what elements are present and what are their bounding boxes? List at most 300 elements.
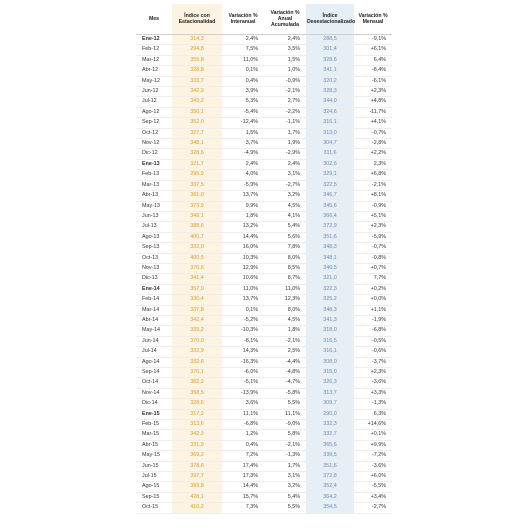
seasonal-index-cell: 339,2 — [172, 326, 222, 336]
monthly-change-cell: -5,9% — [354, 232, 392, 242]
monthly-change-cell: -0,7% — [354, 128, 392, 138]
ytd-change-cell: 12,3% — [264, 295, 306, 305]
table-row — [136, 336, 392, 346]
deseasonalized-index-cell: 315,0 — [306, 368, 354, 378]
table-row — [136, 243, 392, 253]
seasonal-index-cell: 314,3 — [172, 35, 222, 45]
table-row — [136, 503, 392, 513]
deseasonalized-index-cell: 352,4 — [306, 482, 354, 492]
ytd-change-cell: 11,1% — [264, 409, 306, 419]
yoy-change-cell: 5,3% — [222, 97, 264, 107]
table-row — [136, 482, 392, 492]
seasonal-index-cell: 295,9 — [172, 170, 222, 180]
seasonal-index-cell: 382,2 — [172, 378, 222, 388]
yoy-change-cell: 2,4% — [222, 35, 264, 45]
yoy-change-cell: -4,9% — [222, 149, 264, 159]
month-cell: Ago-12 — [136, 107, 172, 117]
ytd-change-cell: 2,7% — [264, 97, 306, 107]
seasonal-index-cell: 294,8 — [172, 45, 222, 55]
month-cell: Jul-15 — [136, 472, 172, 482]
ytd-change-cell: 8,5% — [264, 263, 306, 273]
seasonal-index-cell: 397,7 — [172, 472, 222, 482]
table-row — [136, 399, 392, 409]
ytd-change-cell: 2,5% — [264, 347, 306, 357]
yoy-change-cell: 14,4% — [222, 232, 264, 242]
month-cell: Oct-14 — [136, 378, 172, 388]
header-month: Mes — [136, 4, 172, 35]
table-row — [136, 368, 392, 378]
ytd-change-cell: -9,0% — [264, 420, 306, 430]
monthly-change-cell: -7,2% — [354, 451, 392, 461]
table-row — [136, 35, 392, 45]
ytd-change-cell: 11,0% — [264, 284, 306, 294]
ytd-change-cell: -1,3% — [264, 451, 306, 461]
data-table — [136, 4, 392, 514]
yoy-change-cell: 7,3% — [222, 503, 264, 513]
monthly-change-cell: +3,4% — [354, 492, 392, 502]
deseasonalized-index-cell: 372,9 — [306, 222, 354, 232]
table-row — [136, 274, 392, 284]
seasonal-index-cell: 332,6 — [172, 357, 222, 367]
month-cell: Feb-13 — [136, 170, 172, 180]
yoy-change-cell: 0,4% — [222, 76, 264, 86]
monthly-change-cell: -1,3% — [354, 399, 392, 409]
table-row — [136, 76, 392, 86]
yoy-change-cell: 1,2% — [222, 430, 264, 440]
ytd-change-cell: -2,1% — [264, 440, 306, 450]
table-row — [136, 253, 392, 263]
seasonal-index-cell: 333,7 — [172, 76, 222, 86]
header-deseasonalized-index: Índice Desestacionalizado — [306, 4, 354, 35]
monthly-change-cell: 6,3% — [354, 409, 392, 419]
header-ytd-change: Variación % Anual Acumulada — [264, 4, 306, 35]
monthly-change-cell: -0,6% — [354, 347, 392, 357]
deseasonalized-index-cell: 304,7 — [306, 139, 354, 149]
seasonal-index-cell: 328,8 — [172, 66, 222, 76]
monthly-change-cell: +2,3% — [354, 87, 392, 97]
monthly-change-cell: -0,7% — [354, 243, 392, 253]
ytd-change-cell: 4,1% — [264, 211, 306, 221]
table-row — [136, 170, 392, 180]
monthly-change-cell: -0,5% — [354, 336, 392, 346]
yoy-change-cell: 15,7% — [222, 492, 264, 502]
monthly-change-cell: +14,6% — [354, 420, 392, 430]
deseasonalized-index-cell: 346,5 — [306, 263, 354, 273]
month-cell: Jun-14 — [136, 336, 172, 346]
table-row — [136, 66, 392, 76]
yoy-change-cell: -5,9% — [222, 180, 264, 190]
month-cell: Feb-15 — [136, 420, 172, 430]
table-row — [136, 378, 392, 388]
table-row — [136, 451, 392, 461]
monthly-change-cell: -2,8% — [354, 139, 392, 149]
month-cell: Jul-14 — [136, 347, 172, 357]
table-row — [136, 357, 392, 367]
deseasonalized-index-cell: 366,4 — [306, 211, 354, 221]
table-row — [136, 326, 392, 336]
seasonal-index-cell: 332,9 — [172, 347, 222, 357]
seasonal-index-cell: 337,8 — [172, 305, 222, 315]
table-row — [136, 45, 392, 55]
yoy-change-cell: -5,2% — [222, 315, 264, 325]
ytd-change-cell: 4,5% — [264, 315, 306, 325]
deseasonalized-index-cell: 309,7 — [306, 399, 354, 409]
table-row — [136, 492, 392, 502]
deseasonalized-index-cell: 372,8 — [306, 472, 354, 482]
yoy-change-cell: 0,1% — [222, 66, 264, 76]
month-cell: May-15 — [136, 451, 172, 461]
yoy-change-cell: -8,1% — [222, 336, 264, 346]
seasonal-index-cell: 400,5 — [172, 253, 222, 263]
seasonal-index-cell: 342,3 — [172, 430, 222, 440]
seasonal-index-cell: 341,4 — [172, 274, 222, 284]
yoy-change-cell: 11,1% — [222, 409, 264, 419]
month-cell: Ago-14 — [136, 357, 172, 367]
yoy-change-cell: 9,9% — [222, 201, 264, 211]
yoy-change-cell: -5,4% — [222, 107, 264, 117]
seasonal-index-cell: 378,6 — [172, 461, 222, 471]
monthly-change-cell: +3,3% — [354, 388, 392, 398]
yoy-change-cell: 4,0% — [222, 170, 264, 180]
table-row — [136, 191, 392, 201]
deseasonalized-index-cell: 346,7 — [306, 191, 354, 201]
deseasonalized-index-cell: 313,7 — [306, 388, 354, 398]
ytd-change-cell: -2,1% — [264, 336, 306, 346]
yoy-change-cell: 14,4% — [222, 482, 264, 492]
ytd-change-cell: 8,0% — [264, 253, 306, 263]
ytd-change-cell: -1,1% — [264, 118, 306, 128]
ytd-change-cell: -2,7% — [264, 180, 306, 190]
yoy-change-cell: -12,4% — [222, 118, 264, 128]
deseasonalized-index-cell: 288,5 — [306, 35, 354, 45]
ytd-change-cell: -5,8% — [264, 388, 306, 398]
month-cell: Ago-15 — [136, 482, 172, 492]
monthly-change-cell: +0,7% — [354, 263, 392, 273]
deseasonalized-index-cell: 316,1 — [306, 347, 354, 357]
month-cell: Mar-12 — [136, 55, 172, 65]
ytd-change-cell: 1,8% — [264, 326, 306, 336]
yoy-change-cell: 2,4% — [222, 159, 264, 169]
table-body — [136, 35, 392, 514]
ytd-change-cell: 3,2% — [264, 191, 306, 201]
month-cell: Ene-14 — [136, 284, 172, 294]
month-cell: Mar-15 — [136, 430, 172, 440]
yoy-change-cell: 7,5% — [222, 45, 264, 55]
month-cell: Dic-13 — [136, 274, 172, 284]
month-cell: Ene-15 — [136, 409, 172, 419]
deseasonalized-index-cell: 364,2 — [306, 492, 354, 502]
deseasonalized-index-cell: 325,2 — [306, 295, 354, 305]
table-row — [136, 222, 392, 232]
deseasonalized-index-cell: 301,4 — [306, 45, 354, 55]
monthly-change-cell: +6,8% — [354, 170, 392, 180]
monthly-change-cell: +4,1% — [354, 118, 392, 128]
seasonal-index-cell: 348,1 — [172, 139, 222, 149]
deseasonalized-index-cell: 321,0 — [306, 274, 354, 284]
yoy-change-cell: 13,2% — [222, 222, 264, 232]
ytd-change-cell: -4,4% — [264, 357, 306, 367]
month-cell: Jun-12 — [136, 87, 172, 97]
ytd-change-cell: 5,5% — [264, 399, 306, 409]
monthly-change-cell: -9,1% — [354, 35, 392, 45]
yoy-change-cell: 11,0% — [222, 55, 264, 65]
month-cell: Mar-14 — [136, 305, 172, 315]
month-cell: Jul-12 — [136, 97, 172, 107]
month-cell: Sep-12 — [136, 118, 172, 128]
deseasonalized-index-cell: 313,0 — [306, 128, 354, 138]
yoy-change-cell: 1,8% — [222, 211, 264, 221]
month-cell: Ago-13 — [136, 232, 172, 242]
seasonal-index-cell: 355,8 — [172, 55, 222, 65]
seasonal-index-cell: 357,0 — [172, 284, 222, 294]
deseasonalized-index-cell: 341,1 — [306, 66, 354, 76]
seasonal-index-cell: 428,1 — [172, 492, 222, 502]
ytd-change-cell: -4,8% — [264, 368, 306, 378]
monthly-change-cell: -6,1% — [354, 76, 392, 86]
ytd-change-cell: 8,7% — [264, 274, 306, 284]
seasonal-index-cell: 321,7 — [172, 159, 222, 169]
seasonal-index-cell: 337,5 — [172, 180, 222, 190]
month-cell: Oct-12 — [136, 128, 172, 138]
deseasonalized-index-cell: 328,3 — [306, 87, 354, 97]
yoy-change-cell: 14,3% — [222, 347, 264, 357]
deseasonalized-index-cell: 351,6 — [306, 461, 354, 471]
deseasonalized-index-cell: 354,5 — [306, 503, 354, 513]
ytd-change-cell: 3,2% — [264, 482, 306, 492]
deseasonalized-index-cell: 344,0 — [306, 97, 354, 107]
deseasonalized-index-cell: 348,3 — [306, 305, 354, 315]
table-row — [136, 211, 392, 221]
monthly-change-cell: -3,6% — [354, 378, 392, 388]
table-row — [136, 87, 392, 97]
monthly-change-cell: +9,9% — [354, 440, 392, 450]
ytd-change-cell: 3,1% — [264, 472, 306, 482]
monthly-change-cell: +2,3% — [354, 222, 392, 232]
table-row — [136, 295, 392, 305]
deseasonalized-index-cell: 318,0 — [306, 326, 354, 336]
monthly-change-cell: +6,0% — [354, 472, 392, 482]
deseasonalized-index-cell: 311,6 — [306, 149, 354, 159]
monthly-change-cell: -2,1% — [354, 180, 392, 190]
monthly-change-cell: -8,4% — [354, 66, 392, 76]
month-cell: Sep-14 — [136, 368, 172, 378]
monthly-change-cell: -3,7% — [354, 357, 392, 367]
ytd-change-cell: -2,9% — [264, 149, 306, 159]
yoy-change-cell: 17,3% — [222, 472, 264, 482]
monthly-change-cell: +0,1% — [354, 430, 392, 440]
seasonal-index-cell: 400,7 — [172, 232, 222, 242]
ytd-change-cell: -0,9% — [264, 76, 306, 86]
monthly-change-cell: -2,7% — [354, 503, 392, 513]
seasonal-index-cell: 317,2 — [172, 409, 222, 419]
month-cell: Abr-14 — [136, 315, 172, 325]
ytd-change-cell: 1,0% — [264, 66, 306, 76]
monthly-change-cell: +2,3% — [354, 368, 392, 378]
seasonal-index-cell: 328,6 — [172, 149, 222, 159]
month-cell: May-14 — [136, 326, 172, 336]
month-cell: Ene-13 — [136, 159, 172, 169]
month-cell: Dic-14 — [136, 399, 172, 409]
table-row — [136, 139, 392, 149]
deseasonalized-index-cell: 339,5 — [306, 451, 354, 461]
month-cell: Abr-12 — [136, 66, 172, 76]
yoy-change-cell: 0,4% — [222, 440, 264, 450]
ytd-change-cell: 1,5% — [264, 55, 306, 65]
table-row — [136, 263, 392, 273]
month-cell: Sep-15 — [136, 492, 172, 502]
ytd-change-cell: 1,7% — [264, 461, 306, 471]
month-cell: Jun-15 — [136, 461, 172, 471]
seasonal-index-cell: 331,9 — [172, 440, 222, 450]
month-cell: Nov-13 — [136, 263, 172, 273]
month-cell: Feb-12 — [136, 45, 172, 55]
deseasonalized-index-cell: 345,6 — [306, 201, 354, 211]
yoy-change-cell: 11,0% — [222, 284, 264, 294]
header-seasonal-index: Índice con Estacionalidad — [172, 4, 222, 35]
table-row — [136, 430, 392, 440]
ytd-change-cell: 1,9% — [264, 139, 306, 149]
monthly-change-cell: -0,9% — [354, 201, 392, 211]
seasonal-index-cell: 370,1 — [172, 368, 222, 378]
month-cell: Jun-13 — [136, 211, 172, 221]
ytd-change-cell: 5,4% — [264, 222, 306, 232]
ytd-change-cell: 8,0% — [264, 305, 306, 315]
ytd-change-cell: -2,2% — [264, 107, 306, 117]
month-cell: Oct-15 — [136, 503, 172, 513]
monthly-change-cell: -0,8% — [354, 253, 392, 263]
seasonal-index-cell: 352,0 — [172, 118, 222, 128]
monthly-change-cell: -1,9% — [354, 315, 392, 325]
yoy-change-cell: 13,7% — [222, 191, 264, 201]
deseasonalized-index-cell: 322,5 — [306, 180, 354, 190]
table-row — [136, 232, 392, 242]
seasonal-index-cell: 361,0 — [172, 191, 222, 201]
yoy-change-cell: -6,8% — [222, 420, 264, 430]
deseasonalized-index-cell: 308,0 — [306, 357, 354, 367]
deseasonalized-index-cell: 316,1 — [306, 118, 354, 128]
month-cell: Ene-12 — [136, 35, 172, 45]
table-row — [136, 461, 392, 471]
yoy-change-cell: 3,7% — [222, 139, 264, 149]
yoy-change-cell: -16,3% — [222, 357, 264, 367]
table-row — [136, 440, 392, 450]
table-row — [136, 180, 392, 190]
monthly-change-cell: +8,1% — [354, 191, 392, 201]
seasonal-index-cell: 369,2 — [172, 451, 222, 461]
monthly-change-cell: -5,5% — [354, 482, 392, 492]
yoy-change-cell: 12,9% — [222, 263, 264, 273]
yoy-change-cell: 1,5% — [222, 128, 264, 138]
table-row — [136, 409, 392, 419]
yoy-change-cell: -10,3% — [222, 326, 264, 336]
deseasonalized-index-cell: 302,6 — [306, 159, 354, 169]
seasonal-index-cell: 349,1 — [172, 211, 222, 221]
yoy-change-cell: -6,0% — [222, 368, 264, 378]
seasonal-index-cell: 370,6 — [172, 263, 222, 273]
ytd-change-cell: 1,7% — [264, 128, 306, 138]
deseasonalized-index-cell: 290,0 — [306, 409, 354, 419]
deseasonalized-index-cell: 332,7 — [306, 430, 354, 440]
monthly-change-cell: +2,2% — [354, 149, 392, 159]
month-cell: Oct-13 — [136, 253, 172, 263]
month-cell: Nov-14 — [136, 388, 172, 398]
table-row — [136, 347, 392, 357]
ytd-change-cell: 5,5% — [264, 503, 306, 513]
ytd-change-cell: 2,4% — [264, 159, 306, 169]
deseasonalized-index-cell: 351,6 — [306, 232, 354, 242]
table-row — [136, 159, 392, 169]
seasonal-index-cell: 328,6 — [172, 399, 222, 409]
ytd-change-cell: 5,4% — [264, 492, 306, 502]
yoy-change-cell: 3,6% — [222, 399, 264, 409]
table-row — [136, 315, 392, 325]
ytd-change-cell: 5,8% — [264, 430, 306, 440]
seasonal-index-cell: 330,4 — [172, 295, 222, 305]
seasonal-index-cell: 358,5 — [172, 388, 222, 398]
seasonal-index-cell: 332,0 — [172, 243, 222, 253]
seasonal-index-cell: 342,4 — [172, 315, 222, 325]
table-row — [136, 128, 392, 138]
table-row — [136, 118, 392, 128]
month-cell: May-12 — [136, 76, 172, 86]
monthly-change-cell: +1,1% — [354, 305, 392, 315]
header-monthly-change: Variación % Mensual — [354, 4, 392, 35]
header-row — [136, 4, 392, 35]
yoy-change-cell: 10,6% — [222, 274, 264, 284]
deseasonalized-index-cell: 348,1 — [306, 253, 354, 263]
deseasonalized-index-cell: 332,3 — [306, 420, 354, 430]
monthly-change-cell: +4,8% — [354, 97, 392, 107]
monthly-change-cell: 7,7% — [354, 274, 392, 284]
monthly-change-cell: +0,0% — [354, 295, 392, 305]
deseasonalized-index-cell: 316,5 — [306, 336, 354, 346]
deseasonalized-index-cell: 320,2 — [306, 76, 354, 86]
monthly-change-cell: -6,8% — [354, 326, 392, 336]
monthly-change-cell: 2,3% — [354, 159, 392, 169]
deseasonalized-index-cell: 329,1 — [306, 170, 354, 180]
yoy-change-cell: 17,4% — [222, 461, 264, 471]
yoy-change-cell: -13,9% — [222, 388, 264, 398]
ytd-change-cell: 3,5% — [264, 45, 306, 55]
yoy-change-cell: 3,9% — [222, 87, 264, 97]
table-row — [136, 97, 392, 107]
deseasonalized-index-cell: 326,3 — [306, 378, 354, 388]
table-row — [136, 472, 392, 482]
table-row — [136, 420, 392, 430]
header-yoy-change: Variación % Interanual — [222, 4, 264, 35]
ytd-change-cell: 2,4% — [264, 35, 306, 45]
seasonal-index-cell: 327,7 — [172, 128, 222, 138]
deseasonalized-index-cell: 324,6 — [306, 107, 354, 117]
month-cell: May-13 — [136, 201, 172, 211]
deseasonalized-index-cell: 365,6 — [306, 440, 354, 450]
monthly-change-cell: -3,6% — [354, 461, 392, 471]
yoy-change-cell: 10,3% — [222, 253, 264, 263]
ytd-change-cell: 5,6% — [264, 232, 306, 242]
month-cell: Sep-13 — [136, 243, 172, 253]
monthly-change-cell: -11,7% — [354, 107, 392, 117]
yoy-change-cell: 16,0% — [222, 243, 264, 253]
seasonal-index-cell: 388,6 — [172, 222, 222, 232]
deseasonalized-index-cell: 341,3 — [306, 315, 354, 325]
seasonal-index-cell: 410,2 — [172, 503, 222, 513]
yoy-change-cell: 7,2% — [222, 451, 264, 461]
deseasonalized-index-cell: 328,6 — [306, 55, 354, 65]
seasonal-index-cell: 313,6 — [172, 420, 222, 430]
ytd-change-cell: 4,5% — [264, 201, 306, 211]
ytd-change-cell: -2,1% — [264, 87, 306, 97]
yoy-change-cell: -5,1% — [222, 378, 264, 388]
